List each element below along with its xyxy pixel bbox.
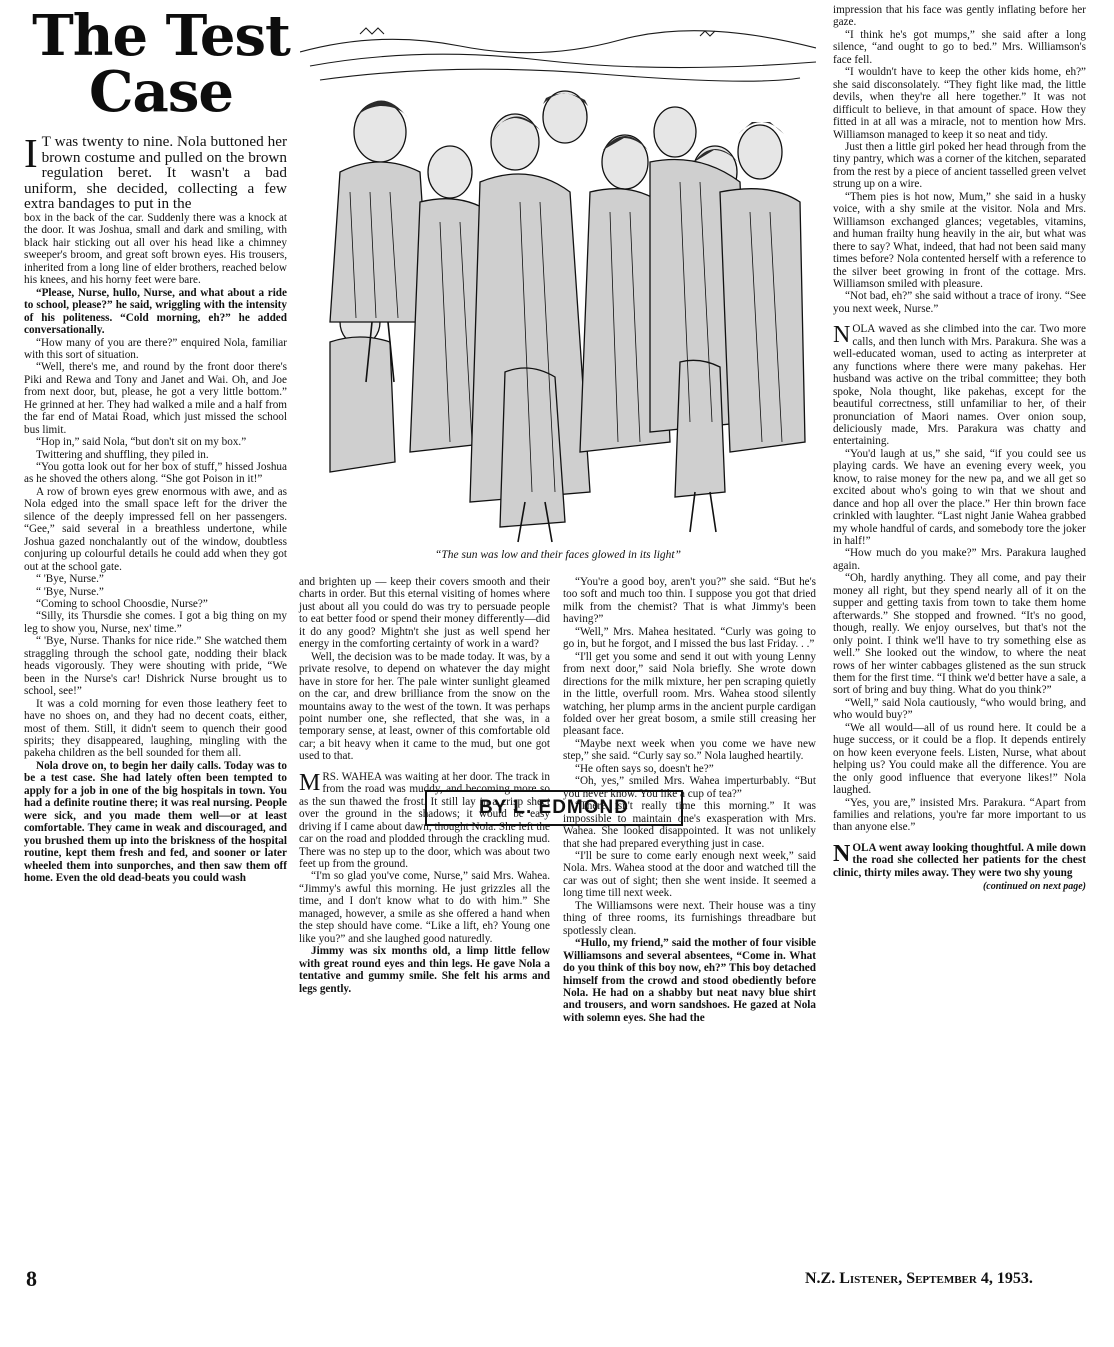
paragraph: “He often says so, doesn't he?” <box>575 762 714 775</box>
article-title: The Test Case <box>32 3 290 125</box>
paragraph: Well, the decision was to be made today. It was, by a private resolve, to depend on whatever the day might have in store for her. The pale winter sunlight gleamed on the car, and drew brilliance from the snow on the mountains away to the west of the town. It was perhaps point number one, she reflected, that she was, in a temporary sense, at least, owner of this comfortable old car; a bit heavy when it came to the mud, but one got used to that. <box>299 650 550 763</box>
paragraph: “I'll be sure to come early enough next week,” said Nola. Mrs. Wahea stood at the door and watched till the car was out of sight; then she went inside. It seemed a long time till next week. <box>563 849 816 900</box>
continued-notice: (continued on next page) <box>982 881 1086 893</box>
paragraph: “Well, there's me, and round by the front door there's Piki and Rewa and Tony and Janet and Wai. Oh, and Joe from next door, but, please, he got a very little bottom.” He grinned at her. They had walked a mile and a half from the far end of Matai Road, which just missed the school bus limit. <box>24 361 287 436</box>
paragraph: impression that his face was gently inflating before her gaze. <box>833 4 1086 29</box>
paragraph: “Well,” Mrs. Mahea hesitated. “Curly was going to go in, but he forgot, and I missed the bus last Friday. . .” <box>563 625 816 651</box>
column-3 <box>563 576 816 1024</box>
paragraph: Just then a little girl poked her head through from the tiny pantry, which was a corner of the kitchen, separated from the rest by a piece of ancient tasselled green velvet strung up on a wire. <box>833 140 1086 191</box>
section-text: OLA waved as she climbed into the car. Two more calls, and then lunch with Mrs. Parakura. She was a well-educated woman, used to acting as interpreter at any functions where there were many pakehas. Her husband was active on the tribal committee; they both spoke, Nola thought, like pakehas, except for the beautiful correctness, still unfamiliar to her, of their pronunciation of Maori names. Over onion soup, deliciously made, Mrs. Parakura was chatty and entertaining. <box>833 323 1086 448</box>
paragraph: “Them pies is hot now, Mum,” she said in a husky voice, with a shy smile at the visitor. Nola and Mrs. Williamson exchanged glances; vegetables, vitamins, and human frailty hung heavily in the air, but what was there to say? What, indeed, that had not been said many times before? Nola contented herself with a reference to the silver beet growing in front of the cottage. Mrs. Williamson smiled with pleasure. <box>833 190 1086 290</box>
paragraph: “Maybe next week when you come we have new step,” she said. “Curly say so.” Nola laughed heartily. <box>563 737 816 763</box>
paragraph: “I wouldn't have to keep the other kids home, eh?” she said disconsolately. “They fight like mad, the little devils, when they're all here together.” It was not difficult to believe, in that amount of space. How they fitted in at all was a miracle, not to mention how Mrs. Williamson managed to keep it so neat and tidy. <box>833 66 1086 141</box>
paragraph: “Yes, you are,” insisted Mrs. Parakura. “Apart from families and relations, you're far more important to us than anyone else.” <box>833 796 1086 834</box>
paragraph: Jimmy was six months old, a limp little fellow with great round eyes and thin legs. He gave Nola a tentative and gummy smile. She felt his arms and legs gently. <box>299 945 550 995</box>
paragraph: “Oh, yes,” smiled Mrs. Wahea imperturbably. “But you never know. You like a cup of tea?” <box>563 775 816 800</box>
paragraph: “Hullo, my friend,” said the mother of four visible Williamsons and several absentees, “Come in. What do you think of this boy now, eh?” This boy detached himself from the crowd and stood obediently before Nola. He had on a shabby but neat navy blue shirt and trousers, and worn sandshoes. He gazed at Nola with solemn eyes. She had the <box>563 937 816 1024</box>
paragraph: “We all would—all of us round here. It could be a huge success, or it could be a flop. It depends entirely on how keen everyone feels. Listen, Nurse, what about helping us? You could make all the difference. You are the only good influence that everyone likes!” Nola laughed. <box>833 721 1086 797</box>
paragraph: “Please, Nurse, hullo, Nurse, and what about a ride to school, please?” he said, wriggling with the intensity of his politeness. “Cold morning, eh?” he added conversationally. <box>24 286 287 337</box>
masthead-footer: N.Z. Listener, September 4, 1953. <box>805 1270 1033 1287</box>
column-1 <box>24 130 287 884</box>
column-4 <box>833 4 1086 894</box>
byline-box: BY L. EDMOND <box>425 790 683 826</box>
illustration-caption: “The sun was low and their faces glowed in its light” <box>435 549 681 561</box>
paragraph: “There isn't really time this morning.” It was impossible to maintain one's exasperation with Mrs. Wahea. She looked disappointed. It was not unlikely that she had prepared everything just in case. <box>563 800 816 850</box>
paragraph: box in the back of the car. Suddenly there was a knock at the door. It was Joshua, small and dark and smiling, with black hair sticking out all over his head like a chimney sweeper's broom, and great soft brown eyes. His trousers, inherited from a long line of elder brothers, reached below his knees, and his horny feet were bare. <box>24 211 287 287</box>
paragraph: “You'd laugh at us,” she said, “if you could see us playing cards. We have an evening every week, you know, to raise money for the new pa, and we all get so excited about who's going to win that we shout and dance and hop all over the place.” Her thin brown face crinkled with laughter. “Last night Janie Wahea grabbed my whole handful of cards, and somebody tore the joker in half!” <box>833 447 1086 548</box>
drop-cap: N <box>833 322 851 349</box>
column-2 <box>299 576 550 995</box>
paragraph: “Hop in,” said Nola, “but don't sit on my box.” <box>36 436 247 449</box>
section-paragraph <box>299 771 550 871</box>
drop-cap: N <box>833 840 851 867</box>
paragraph: “Coming to school Choosdie, Nurse?” <box>36 598 208 611</box>
paragraph: “ 'Bye, Nurse.” <box>36 573 104 586</box>
paragraph: “Silly, its Thursdie she comes. I got a big thing on my leg to show you, Nurse, nex' time.” <box>24 610 287 635</box>
crowd-illustration <box>300 22 816 546</box>
paragraph: “I'm so glad you've come, Nurse,” said Mrs. Wahea. “Jimmy's awful this morning. He just grizzles all the time, and I don't know what to do with him.” She managed, however, a smile as she offered a hand when the step should have come. “Like a lift, eh? Young one like you?” and she laughed good naturedly. <box>299 870 550 945</box>
lede-paragraph <box>24 130 287 213</box>
drop-cap: M <box>299 769 321 796</box>
section-text: OLA went away looking thoughtful. A mile down the road she collected her patients for the chest clinic, thirty miles away. They were two shy young <box>833 841 1086 879</box>
lede-text: T was twenty to nine. Nola buttoned her brown costume and pulled on the brown regulation beret. It wasn't a bad uniform, she decided, collecting a few extra bandages to put in the <box>24 133 287 213</box>
paragraph: “Well,” said Nola cautiously, “who would bring, and who would buy?” <box>833 696 1086 722</box>
paragraph: “How many of you are there?” enquired Nola, familiar with this sort of situation. <box>24 336 287 361</box>
paragraph: “Oh, hardly anything. They all come, and pay their money all right, but they spend nearly all of it on the supper and getting taxis from town to take them home afterwards.” She stopped and frowned. “It's no good, though, really. We enjoy ourselves, but that's not the only point. I think we'll have to try something else as well.” She looked out the window, to where the neat rows of her winter cabbages glistened as the sun struck them for the first time. “I think we'd better have a sale, a sort of bring and buy thing. What do you think?” <box>833 572 1086 697</box>
paragraph: Twittering and shuffling, they piled in. <box>36 448 209 461</box>
paragraph: “ 'Bye, Nurse.” <box>36 585 104 598</box>
paragraph: “I think he's got mumps,” she said after a long silence, “and ought to go to bed.” Mrs. Williamson's face fell. <box>833 28 1086 66</box>
paragraph: Nola drove on, to begin her daily calls. Today was to be a test case. She had lately often been tempted to apply for a job in one of the big hospitals in town. You had a definite routine there; it was real nursing. People were sick, and you made them well—or at least comfortable. They came in weak and discouraged, and you brushed them up into the briskness of the hospital routine, kept them fresh and fed, and sooner or later wheeled them into sunporches, and then saw them off home. Even the old dead-beats you could wash <box>24 759 287 884</box>
paragraph: The Williamsons were next. Their house was a tiny thing of three rooms, its furnishings threadbare but spotlessly clean. <box>563 899 816 937</box>
paragraph: “You're a good boy, aren't you?” she said. “But he's too soft and much too thin. I suppose you got that dried milk from the chemist? That is what Jimmy's been having?” <box>563 576 816 626</box>
paragraph: “Not bad, eh?” she said without a trace of irony. “See you next week, Nurse.” <box>833 290 1086 315</box>
paragraph: “How much do you make?” Mrs. Parakura laughed again. <box>833 547 1086 572</box>
paragraph: It was a cold morning for even those leathery feet to have no shoes on, and they had no decent coats, either, most of them. Still, it didn't seem to quench their good spirits; they disappeared, laughing, mingling with the pakeha children as the bell sounded for them all. <box>24 697 287 760</box>
page-number: 8 <box>26 1266 37 1291</box>
paragraph: and brighten up — keep their covers smooth and their charts in order. But this eternal visiting of homes where just about all you could do was try to persuade people to eat better food or spend their money differently—did it do any good? Mightn't she just as well spend her energy in the comforting certainty of work in a ward? <box>299 576 550 651</box>
paragraph: A row of brown eyes grew enormous with awe, and as Nola edged into the small space left for the driver the silence of the deeply impressed fell on her passengers. “Gee,” said several in a breathless undertone, while Joshua gazed nonchalantly out of the window, doubtless conjuring up colourful details he could add when they got out at the school gate. <box>24 485 287 573</box>
paragraph: “You gotta look out for her box of stuff,” hissed Joshua as he shoved the others along. “She got Poison in it!” <box>24 461 287 486</box>
paragraph: “I'll get you some and send it out with young Lenny from next door,” said Nola briefly. She wrote down directions for the milk mixture, her pen scraping quietly in the little, overfull room. Mrs. Wahea stood silently watching, her plump arms in the ancient purple cardigan folded over her great bosom, a smile still creasing her pleasant face. <box>563 650 816 738</box>
section-paragraph <box>833 323 1086 448</box>
drop-cap: I <box>24 130 38 176</box>
paragraph: “ 'Bye, Nurse. Thanks for nice ride.” She watched them straggling through the school gate, nodding their black heads vigorously. They were shouting with pride, “We been in the Nurse's car! Dishrick Nurse brought us to school, see!” <box>24 635 287 698</box>
section-text: RS. WAHEA was waiting at her door. The track in from the road was muddy, and becoming more so as the sun thawed the frost. It still lay in a crisp sheet over the ground in the shadows; it would be easy driving if I came about dawn, thought Nola. She left the car on the road and plodded through the crackling mud. There was no step up to the door, which was about two feet up from the ground. <box>299 770 550 870</box>
section-paragraph <box>833 842 1086 879</box>
